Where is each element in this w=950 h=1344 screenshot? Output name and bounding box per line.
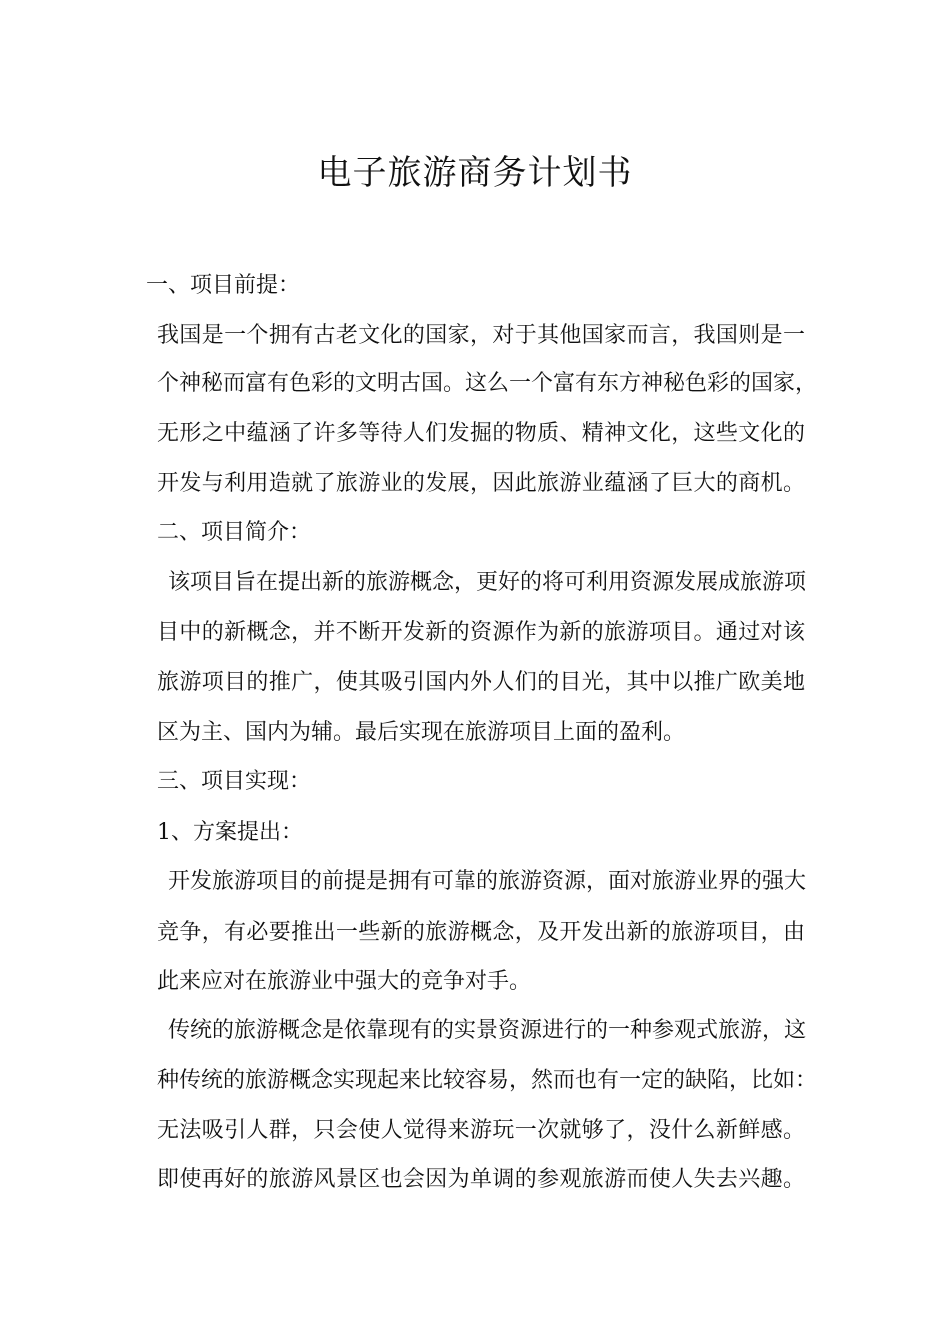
section-heading-summary: 二、项目简介：	[157, 520, 312, 545]
subsection-heading-proposal: 1、方案提出：	[157, 820, 303, 845]
paragraph-line: 目中的新概念，并不断开发新的资源作为新的旅游项目。通过对该	[157, 620, 805, 645]
paragraph-line: 传统的旅游概念是依靠现有的实景资源进行的一种参观式旅游，这	[168, 1018, 807, 1043]
paragraph-line: 开发旅游项目的前提是拥有可靠的旅游资源，面对旅游业界的强大	[168, 869, 807, 894]
paragraph-line: 旅游项目的推广，使其吸引国内外人们的目光，其中以推广欧美地	[157, 670, 805, 695]
paragraph-line: 开发与利用造就了旅游业的发展，因此旅游业蕴涵了巨大的商机。	[157, 471, 805, 496]
section-heading-implementation: 三、项目实现：	[157, 769, 312, 794]
paragraph-line: 竞争，有必要推出一些新的旅游概念，及开发出新的旅游项目，由	[157, 920, 805, 945]
paragraph-line: 个神秘而富有色彩的文明古国。这么一个富有东方神秘色彩的国家，	[157, 371, 818, 396]
paragraph-line: 该项目旨在提出新的旅游概念，更好的将可利用资源发展成旅游项	[168, 570, 807, 595]
section-heading-premise: 一、项目前提：	[146, 273, 301, 298]
paragraph-line: 我国是一个拥有古老文化的国家，对于其他国家而言，我国则是一	[157, 323, 805, 348]
paragraph-line: 此来应对在旅游业中强大的竞争对手。	[157, 969, 532, 994]
paragraph-line: 即使再好的旅游风景区也会因为单调的参观旅游而使人失去兴趣。	[157, 1167, 805, 1192]
paragraph-line: 种传统的旅游概念实现起来比较容易，然而也有一定的缺陷，比如：	[157, 1068, 818, 1093]
paragraph-line: 无形之中蕴涵了许多等待人们发掘的物质、精神文化，这些文化的	[157, 421, 805, 446]
paragraph-line: 区为主、国内为辅。最后实现在旅游项目上面的盈利。	[157, 720, 686, 745]
paragraph-line: 无法吸引人群，只会使人觉得来游玩一次就够了，没什么新鲜感。	[157, 1118, 805, 1143]
document-title: 电子旅游商务计划书	[317, 153, 633, 193]
